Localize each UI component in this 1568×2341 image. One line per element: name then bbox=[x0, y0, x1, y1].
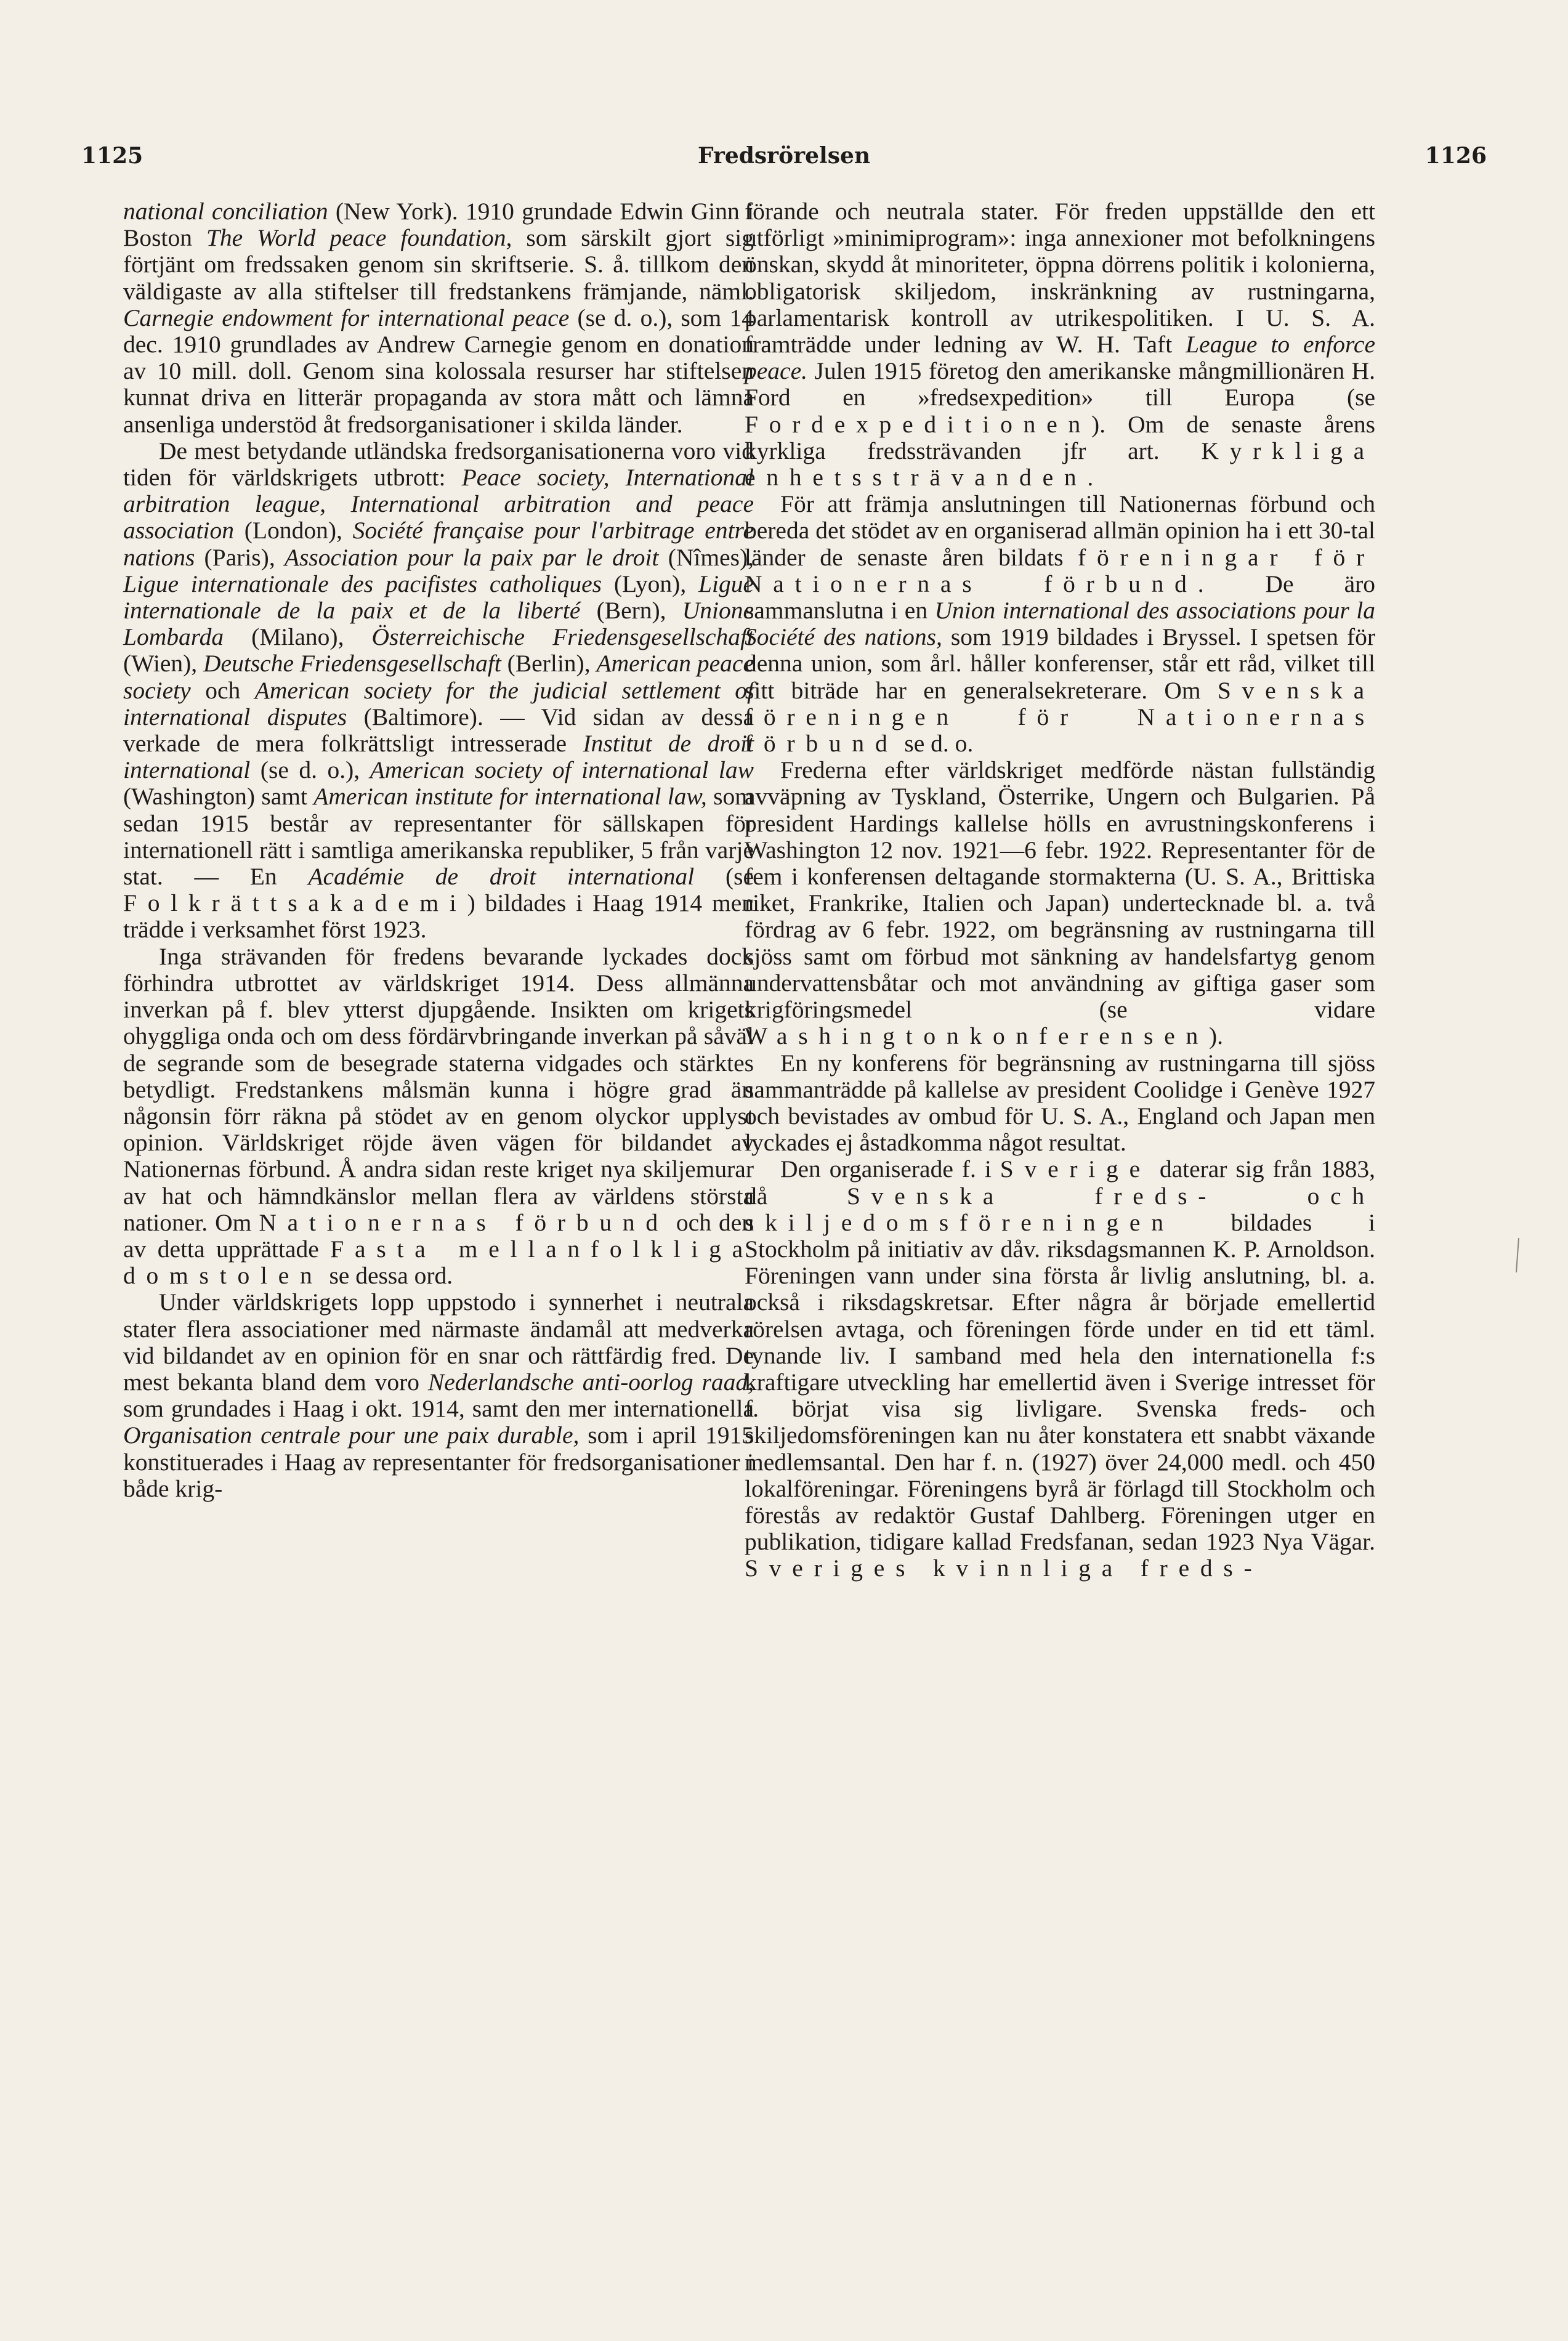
cross-reference: Fordexpeditionen bbox=[745, 410, 1092, 438]
paragraph bbox=[745, 198, 1375, 491]
italic-term: American peace society bbox=[123, 650, 754, 704]
page-header bbox=[81, 143, 1487, 186]
italic-term: American society of international law bbox=[370, 756, 754, 784]
italic-term: Nederlandsche anti-oorlog raad, bbox=[427, 1368, 754, 1396]
text-run: De äro sammanslutna i en bbox=[745, 570, 1375, 625]
cross-reference: föreningar för Nationernas förbund. bbox=[745, 543, 1375, 597]
text-run: ) bildades i Haag 1914 men trädde i verksamhet först 1923. bbox=[123, 889, 754, 944]
italic-term: American institute for international law, bbox=[313, 783, 707, 811]
text-run: Julen 1915 företog den amerikanske mångmillionären H. Ford en »fredsexpedition» till Europa (se bbox=[745, 357, 1375, 411]
italic-term: Peace society, International arbitration league, International arbitration and peace association bbox=[123, 464, 754, 544]
italic-term: Association pour la paix par le droit bbox=[284, 543, 659, 571]
cross-reference: Sveriges kvinnliga freds- bbox=[745, 1555, 1263, 1582]
italic-term: Deutsche Friedensgesellschaft bbox=[203, 650, 501, 677]
cross-reference: Nationernas förbund bbox=[259, 1208, 669, 1236]
text-run: (se d. o.), bbox=[250, 756, 370, 784]
text-run: (Wien), bbox=[123, 650, 204, 677]
text-run: och bbox=[190, 676, 255, 704]
italic-term: Institut de droit international bbox=[123, 730, 754, 784]
text-run: som sedan 1915 består av representanter för sällskapen för internationell rätt i samtliga amerikanska republiker, 5 från varje stat. — En bbox=[123, 783, 754, 891]
text-run: som särskilt gjort sig förtjänt om fredssaken genom sin skriftserie. S. å. tillkom den väldigaste av alla stiftelser till fredstankens främjande, näml. bbox=[123, 224, 754, 305]
text-run: (Lyon), bbox=[602, 570, 699, 597]
italic-term: Société française pour l'arbitrage entre nations bbox=[123, 517, 754, 571]
paragraph bbox=[745, 491, 1375, 757]
page-number-left: 1125 bbox=[81, 143, 143, 169]
paragraph bbox=[123, 944, 754, 1290]
text-run: och den av detta upprättade bbox=[123, 1208, 754, 1263]
text-run: se d. o. bbox=[898, 730, 974, 758]
text-run: För att främja anslutningen till Nationernas förbund och bereda det stödet av en organiserad allmän opinion ha i ett 30-tal länder de senaste åren bildats bbox=[745, 490, 1375, 571]
page-number-right: 1126 bbox=[1425, 143, 1487, 169]
text-run: (New York). 1910 grundade Edwin Ginn i Boston bbox=[123, 198, 754, 252]
paragraph bbox=[123, 1289, 754, 1502]
text-run: (Bern), bbox=[580, 597, 682, 625]
italic-term: Union international des associations pour la Société des nations, bbox=[745, 597, 1375, 651]
text-run: se dessa ord. bbox=[323, 1262, 453, 1290]
left-column bbox=[123, 198, 754, 1502]
text-run: (Berlin), bbox=[501, 650, 597, 677]
cross-reference: Fasta mellanfolkliga domstolen bbox=[123, 1235, 754, 1290]
paragraph bbox=[123, 438, 754, 944]
text-run: (Paris), bbox=[195, 543, 285, 571]
right-column bbox=[745, 198, 1375, 1582]
italic-term: League to enforce peace. bbox=[745, 331, 1376, 385]
text-run: (London), bbox=[233, 517, 353, 544]
text-run: som grundades i Haag i okt. 1914, samt den mer internationella bbox=[123, 1395, 754, 1423]
cross-reference: Folkrättsakademi bbox=[123, 889, 467, 917]
text-run: Den organiserade f. i bbox=[780, 1155, 1000, 1183]
paragraph bbox=[745, 757, 1375, 1049]
text-run: De mest betydande utländska fredsorganisationerna voro vid tiden för världskrigets utbrott: bbox=[123, 437, 754, 491]
paragraph bbox=[123, 198, 754, 438]
italic-term: national conciliation bbox=[123, 198, 328, 225]
italic-term: Académie de droit international bbox=[308, 863, 695, 891]
italic-term: Ligue internationale de la paix et de la liberté bbox=[123, 570, 754, 625]
text-run: (Nîmes), bbox=[658, 543, 754, 571]
text-run: bildades i Stockholm på initiativ av dåv. riksdagsmannen K. P. Arnoldson. Föreningen vann under sina första år livlig anslutning, bl. a. också i riksdagskretsar. Efter några år började emellertid rörelsen avtaga, och föreningen förde under en tid ett täml. tynande liv. I samband med hela den internationella f:s kraftigare utveckling har emellertid även i Sverige intresset för f. börjat visa sig livligare. Svenska freds- och skiljedomsföreningen kan nu åter konstatera ett snabbt växande medlemsantal. Den har f. n. (1927) över 24,000 medl. och 450 lokalföreningar. Föreningens byrå är förlagd till Stockholm och förestås av redaktör Gustaf Dahlberg. Föreningen utger en publikation, tidigare kallad Fredsfanan, sedan 1923 Nya Vägar. bbox=[745, 1208, 1375, 1556]
text-run: (Baltimore). — Vid sidan av dessa verkade de mera folkrättsligt intresserade bbox=[123, 703, 754, 758]
text-run: (Washington) samt bbox=[123, 783, 314, 811]
text-run: ). Om de senaste årens kyrkliga fredssträvanden jfr art. bbox=[745, 410, 1375, 464]
italic-term: American society for the judicial settlement of international disputes bbox=[123, 676, 754, 730]
italic-term: Unione Lombarda bbox=[123, 597, 754, 651]
cross-reference: Svenska freds- och skiljedomsföreningen bbox=[745, 1182, 1375, 1236]
paragraph bbox=[745, 1050, 1375, 1157]
text-run: som i april 1915 konstituerades i Haag av representanter för fredsorganisationer i både krig- bbox=[123, 1421, 754, 1502]
cross-reference: Svenska föreningen för Nationernas förbund bbox=[745, 676, 1375, 758]
text-run: Under världskrigets lopp uppstodo i synnerhet i neutrala stater flera associationer med närmaste ändamål att medverka vid bildandet av en opinion för en snar och rättfärdig fred. De mest bekanta bland dem voro bbox=[123, 1288, 754, 1396]
text-run: (se d. o.), som 14 dec. 1910 grundlades av Andrew Carnegie genom en donation av 10 mill. doll. Genom sina kolossala resurser har stiftelsen kunnat driva en litterär propaganda av stora mått och lämna ansenliga understöd åt fredsorganisationer i skilda länder. bbox=[123, 304, 754, 438]
text-run: som 1919 bildades i Bryssel. I spetsen för denna union, som årl. håller konferenser, står ett råd, vilket till sitt biträde har en generalsekreterare. Om bbox=[745, 623, 1375, 704]
cross-reference: Sverige bbox=[1000, 1155, 1151, 1183]
text-run: Inga strävanden för fredens bevarande lyckades dock förhindra utbrottet av världskriget 1914. Dess allmänna inverkan på f. blev ytterst djupgående. Insikten om krigets ohyggliga onda och om dess fördärvbringande inverkan på såväl de segrande som de besegrade staterna vidgades och stärktes betydligt. Fredstankens målsmän kunna i högre grad än någonsin förr räkna på stödet av en genom olyckor upplyst opinion. Världskriget röjde även vägen för bildandet av Nationernas förbund. Å andra sidan reste kriget nya skiljemurar av hat och hämndkänslor mellan flera av världens största nationer. Om bbox=[123, 942, 754, 1236]
italic-term: The World peace foundation, bbox=[206, 224, 512, 252]
margin-pencil-mark bbox=[1515, 1238, 1520, 1272]
cross-reference: Washingtonkonferensen bbox=[745, 1022, 1210, 1050]
cross-reference: Kyrkliga enhetssträvanden. bbox=[745, 437, 1375, 491]
text-run: förande och neutrala stater. För freden uppställde den ett utförligt »minimiprogram»: inga annexioner mot befolkningens önskan, skydd åt minoriteter, öppna dörrens politik i kolonierna, obligatorisk skiljedom, inskränkning av rustningarna, parlamentarisk kontroll av utrikespolitiken. I U. S. A. framträdde under ledning av W. H. Taft bbox=[745, 198, 1375, 358]
text-run: (se bbox=[694, 863, 754, 891]
italic-term: Ligue internationale des pacifistes catholiques bbox=[123, 570, 602, 597]
running-title: Fredsrörelsen bbox=[697, 143, 871, 169]
text-run: ). bbox=[1209, 1022, 1224, 1050]
text-run: daterar sig från 1883, då bbox=[745, 1155, 1375, 1210]
text-run: En ny konferens för begränsning av rustningarna till sjöss sammanträdde på kallelse av president Coolidge i Genève 1927 och bevistades av ombud för U. S. A., England och Japan men lyckades ej åstadkomma något resultat. bbox=[745, 1049, 1375, 1157]
italic-term: Organisation centrale pour une paix durable, bbox=[123, 1421, 580, 1449]
paragraph bbox=[745, 1156, 1375, 1582]
text-run: (Milano), bbox=[224, 623, 372, 651]
italic-term: Carnegie endowment for international peace bbox=[123, 304, 570, 331]
italic-term: Österreichische Friedensgesellschaft bbox=[371, 623, 754, 651]
text-run: Frederna efter världskriget medförde nästan fullständig avväpning av Tyskland, Österrike, Ungern och Bulgarien. På president Hardings kallelse hölls en avrustningskonferens i Washington 12 nov. 1921—6 febr. 1922. Representanter för de fem i konferensen deltagande stormakterna (U. S. A., Brittiska riket, Frankrike, Italien och Japan) undertecknade bl. a. två fördrag av 6 febr. 1922, om begränsning av rustningarna till sjöss samt om förbud mot sänkning av handelsfartyg genom undervattensbåtar och mot användning av giftiga gaser som krigföringsmedel (se vidare bbox=[745, 756, 1375, 1024]
